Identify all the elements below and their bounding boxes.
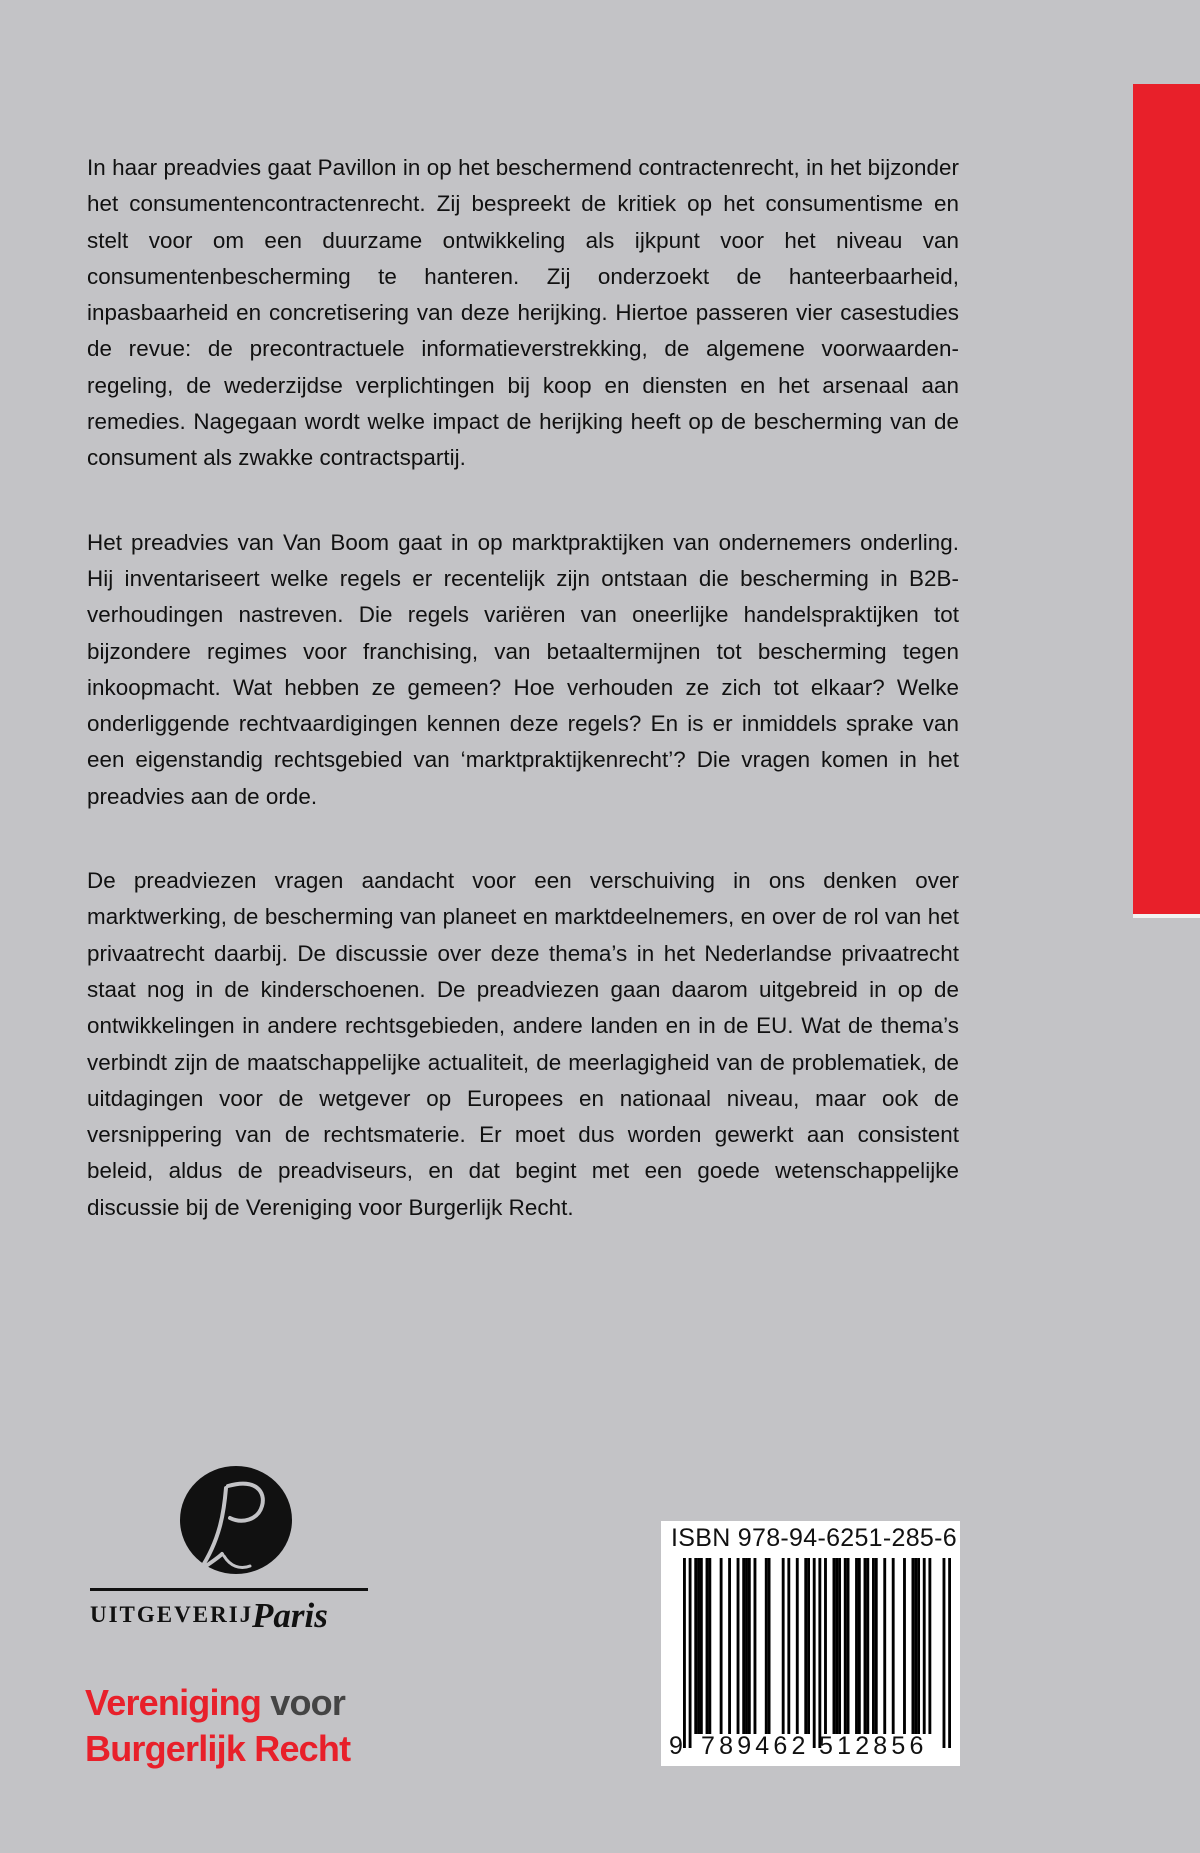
barcode-bar bbox=[833, 1558, 836, 1734]
barcode-bar bbox=[728, 1558, 731, 1734]
barcode-bar bbox=[787, 1558, 790, 1734]
publisher-name-prefix: UITGEVERIJ bbox=[90, 1602, 254, 1627]
barcode-bar bbox=[872, 1558, 875, 1734]
barcode-bar bbox=[917, 1558, 920, 1734]
p-monogram-icon bbox=[160, 1462, 308, 1582]
barcode-bar bbox=[689, 1558, 692, 1748]
barcode-digit-first: 9 bbox=[669, 1732, 683, 1760]
barcode-bar bbox=[844, 1558, 847, 1734]
isbn-barcode bbox=[661, 1521, 960, 1766]
barcode-bar bbox=[818, 1558, 821, 1748]
barcode-bar bbox=[782, 1558, 785, 1734]
society-word-voor: voor bbox=[270, 1682, 346, 1723]
barcode-bar bbox=[694, 1558, 697, 1734]
society-word-vereniging: Vereniging bbox=[85, 1682, 262, 1723]
barcode-bar bbox=[914, 1558, 917, 1734]
paragraph-1: In haar preadvies gaat Pavillon in op het beschermend contractenrecht, in het bijzonder het consumentencontractenrecht. Zij bespreekt de kritiek op het consumentisme en stelt voor om een duurzame ontwikkeling als ijkpunt voor het niveau van consumentenbescherming te hanteren. Zij onderzoekt de hanteerbaarheid, inpasbaarheid en concretisering van deze herijking. Hiertoe passeren vier casestudies de revue: de precontractuele informatieverstrekking, de algemene voorwaarden-regeling, de wederzijdse verplichtingen bij koop en diensten en het arsenaal aan remedies. Nagegaan wordt welke impact de herijking heeft op de bescherming van de consument als zwakke contractspartij. bbox=[87, 155, 959, 471]
barcode-bar bbox=[697, 1558, 700, 1734]
barcode-bar bbox=[754, 1558, 757, 1734]
logo-divider bbox=[90, 1588, 368, 1591]
barcode-bar bbox=[708, 1558, 711, 1734]
barcode-bar bbox=[804, 1558, 807, 1734]
barcode-bar bbox=[835, 1558, 838, 1734]
barcode-bar bbox=[847, 1558, 850, 1734]
barcode-bar bbox=[768, 1558, 771, 1734]
barcode-bar bbox=[858, 1558, 861, 1734]
cover-text-block bbox=[87, 150, 959, 1274]
barcode-bar bbox=[706, 1558, 709, 1734]
barcode-bar bbox=[700, 1558, 703, 1734]
barcode-bar bbox=[912, 1558, 915, 1734]
barcode-bar bbox=[745, 1558, 748, 1734]
society-logo bbox=[85, 1680, 350, 1772]
barcode-bar bbox=[943, 1558, 946, 1748]
barcode-bar bbox=[855, 1558, 858, 1734]
barcode-bar bbox=[864, 1558, 867, 1734]
barcode-bar bbox=[838, 1558, 841, 1734]
red-side-bar bbox=[1133, 84, 1200, 916]
barcode-bar bbox=[923, 1558, 926, 1734]
barcode-bar bbox=[683, 1558, 686, 1748]
barcode-bar bbox=[892, 1558, 895, 1734]
society-line-1 bbox=[85, 1680, 350, 1726]
barcode-bar bbox=[875, 1558, 878, 1734]
barcode-bar bbox=[807, 1558, 810, 1734]
barcode-digits-left: 789462 bbox=[701, 1732, 810, 1760]
barcode-bar bbox=[748, 1558, 751, 1734]
barcode-digits-right: 512856 bbox=[819, 1732, 928, 1760]
society-line-2: Burgerlijk Recht bbox=[85, 1728, 351, 1769]
red-bar-edge bbox=[1133, 914, 1200, 918]
barcode-bar bbox=[796, 1558, 799, 1734]
barcode-bar bbox=[928, 1558, 931, 1734]
publisher-name: Paris bbox=[252, 1596, 328, 1635]
barcode-bar bbox=[948, 1558, 951, 1748]
isbn-label: ISBN 978-94-6251-285-6 bbox=[671, 1524, 957, 1552]
barcode-bar bbox=[883, 1558, 886, 1734]
paragraph-2: Het preadvies van Van Boom gaat in op marktpraktijken van ondernemers onderling. Hij inventariseert welke regels er recentelijk zijn ontstaan die bescherming in B2B-verhoudingen nastreven. Die regels variëren van oneerlijke handelspraktijken tot bijzondere regimes voor franchising, van betaaltermijnen tot bescherming tegen inkoopmacht. Wat hebben ze gemeen? Hoe verhouden ze zich tot elkaar? Welke onderliggende rechtvaardigingen kennen deze regels? En is er inmiddels sprake van een eigenstandig rechtsgebied van ‘marktpraktijkenrecht’? Die vragen komen in het preadvies aan de orde. bbox=[87, 529, 959, 809]
barcode-bar bbox=[737, 1558, 740, 1734]
barcode-bar bbox=[742, 1558, 745, 1734]
paragraph-3: De preadviezen vragen aandacht voor een verschuiving in ons denken over marktwerking, de bescherming van planeet en marktdeelnemers, en over de rol van het privaatrecht daarbij. De discussie over deze thema’s in het Nederlandse privaatrecht staat nog in de kinderschoenen. De preadviezen gaan daarom uitgebreid in op de ontwikkelingen in andere rechtsgebieden, andere landen en in de EU. Wat de thema’s verbindt zijn de maatschappelijke actualiteit, de meerlagigheid van de problematiek, de uitdagingen voor de wetgever op Europees en nationaal niveau, maar ook de versnippering van de rechtsmaterie. Er moet dus worden gewerkt aan consistent beleid, aldus de preadviseurs, en dat begint met een goede wetenschappelijke discussie bij de Vereniging voor Burgerlijk Recht. bbox=[87, 868, 959, 1220]
publisher-logo bbox=[90, 1462, 370, 1644]
barcode-bar bbox=[720, 1558, 723, 1734]
barcode-bar bbox=[866, 1558, 869, 1734]
barcode-bar bbox=[765, 1558, 768, 1734]
barcode-bar bbox=[813, 1558, 816, 1748]
barcode-bar bbox=[903, 1558, 906, 1734]
barcode-bar bbox=[824, 1558, 827, 1734]
barcode-bars bbox=[683, 1558, 951, 1748]
